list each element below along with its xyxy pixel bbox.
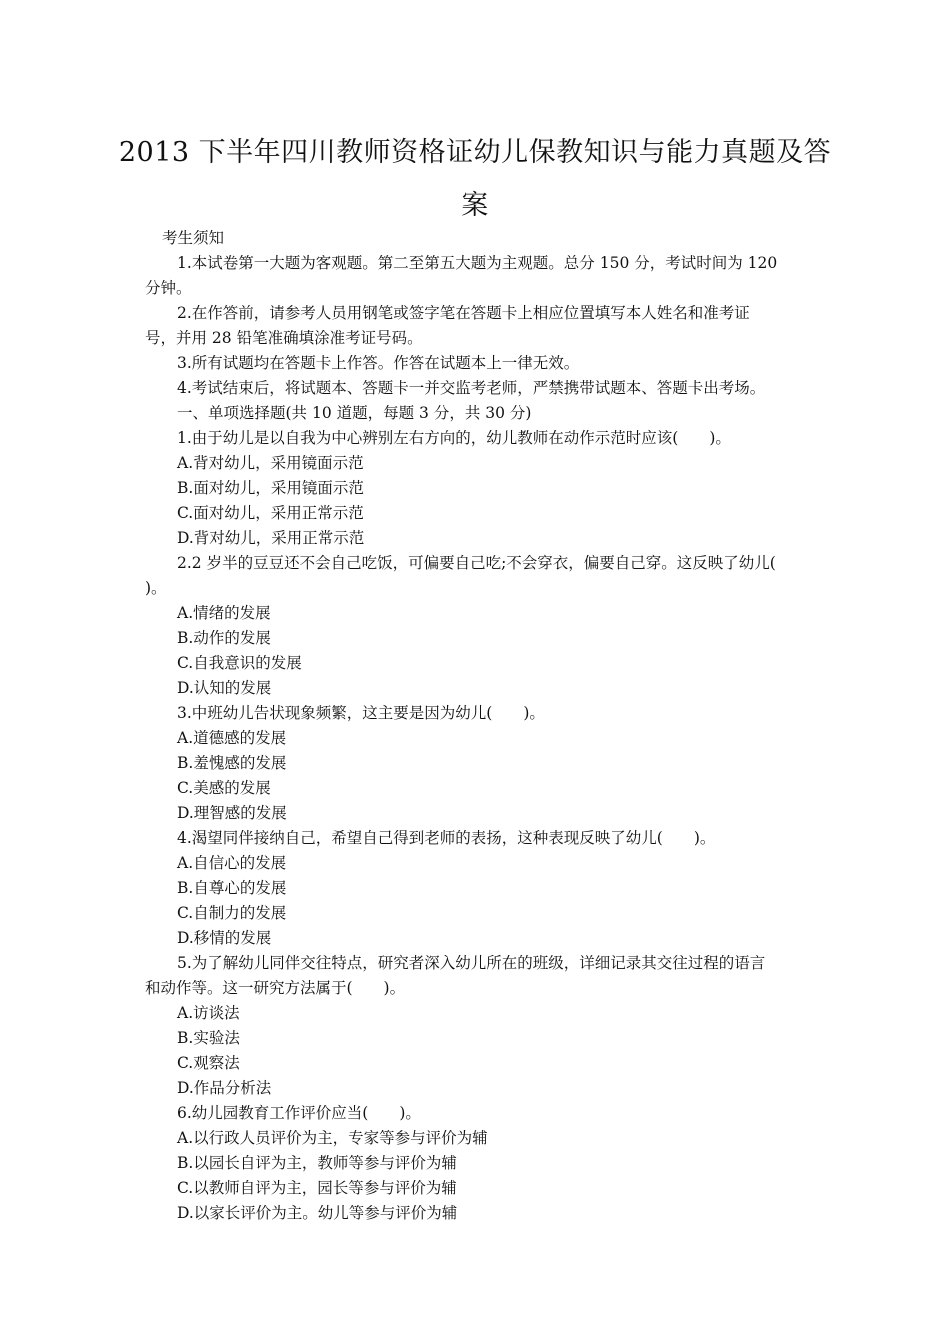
question-4-option-d: D.移情的发展 xyxy=(177,929,272,947)
document-title-line-1: 2013 下半年四川教师资格证幼儿保教知识与能力真题及答 xyxy=(118,137,832,168)
document-title-line-2: 案 xyxy=(461,190,489,221)
question-2-option-c: C.自我意识的发展 xyxy=(177,654,302,672)
question-5-stem-cont: 和动作等。这一研究方法属于( )。 xyxy=(145,979,406,997)
question-4-option-b: B.自尊心的发展 xyxy=(177,879,287,897)
question-2-stem-cont: )。 xyxy=(145,579,167,597)
question-6-stem: 6.幼儿园教育工作评价应当( )。 xyxy=(177,1104,421,1122)
question-1-stem: 1.由于幼儿是以自我为中心辨别左右方向的，幼儿教师在动作示范时应该( )。 xyxy=(177,429,731,447)
question-1-option-a: A.背对幼儿，采用镜面示范 xyxy=(177,454,364,472)
question-3-option-d: D.理智感的发展 xyxy=(177,804,287,822)
question-5-option-b: B.实验法 xyxy=(177,1029,240,1047)
notice-item-1-cont: 分钟。 xyxy=(145,279,192,297)
question-3-option-a: A.道德感的发展 xyxy=(177,729,287,747)
question-3-stem: 3.中班幼儿告状现象频繁，这主要是因为幼儿( )。 xyxy=(177,704,545,722)
notice-item-1: 1.本试卷第一大题为客观题。第二至第五大题为主观题。总分 150 分，考试时间为 120 xyxy=(177,254,778,272)
question-5-stem: 5.为了解幼儿同伴交往特点，研究者深入幼儿所在的班级，详细记录其交往过程的语言 xyxy=(177,954,766,972)
notice-item-2: 2.在作答前，请参考人员用钢笔或签字笔在答题卡上相应位置填写本人姓名和准考证 xyxy=(177,304,750,322)
question-5-option-a: A.访谈法 xyxy=(177,1004,240,1022)
question-5-option-d: D.作品分析法 xyxy=(177,1079,272,1097)
question-6-option-b: B.以园长自评为主，教师等参与评价为辅 xyxy=(177,1154,457,1172)
question-4-option-c: C.自制力的发展 xyxy=(177,904,287,922)
question-1-option-c: C.面对幼儿，采用正常示范 xyxy=(177,504,364,522)
question-4-stem: 4.渴望同伴接纳自己，希望自己得到老师的表扬，这种表现反映了幼儿( )。 xyxy=(177,829,716,847)
question-2-stem: 2.2 岁半的豆豆还不会自己吃饭，可偏要自己吃;不会穿衣，偏要自己穿。这反映了幼儿( xyxy=(177,554,776,572)
question-1-option-b: B.面对幼儿，采用镜面示范 xyxy=(177,479,364,497)
question-6-option-d: D.以家长评价为主。幼儿等参与评价为辅 xyxy=(177,1204,458,1222)
question-2-option-d: D.认知的发展 xyxy=(177,679,272,697)
notice-item-4: 4.考试结束后，将试题本、答题卡一并交监考老师，严禁携带试题本、答题卡出考场。 xyxy=(177,379,766,397)
notice-heading: 考生须知 xyxy=(162,229,225,247)
question-3-option-b: B.羞愧感的发展 xyxy=(177,754,287,772)
question-6-option-c: C.以教师自评为主，园长等参与评价为辅 xyxy=(177,1179,457,1197)
notice-item-2-cont: 号，并用 28 铅笔准确填涂准考证号码。 xyxy=(145,329,423,347)
question-5-option-c: C.观察法 xyxy=(177,1054,240,1072)
question-3-option-c: C.美感的发展 xyxy=(177,779,271,797)
notice-item-3: 3.所有试题均在答题卡上作答。作答在试题本上一律无效。 xyxy=(177,354,580,372)
question-4-option-a: A.自信心的发展 xyxy=(177,854,287,872)
question-1-option-d: D.背对幼儿，采用正常示范 xyxy=(177,529,365,547)
question-6-option-a: A.以行政人员评价为主，专家等参与评价为辅 xyxy=(177,1129,488,1147)
question-2-option-a: A.情绪的发展 xyxy=(177,604,271,622)
section-heading: 一、单项选择题(共 10 道题，每题 3 分，共 30 分) xyxy=(177,404,532,422)
question-2-option-b: B.动作的发展 xyxy=(177,629,271,647)
